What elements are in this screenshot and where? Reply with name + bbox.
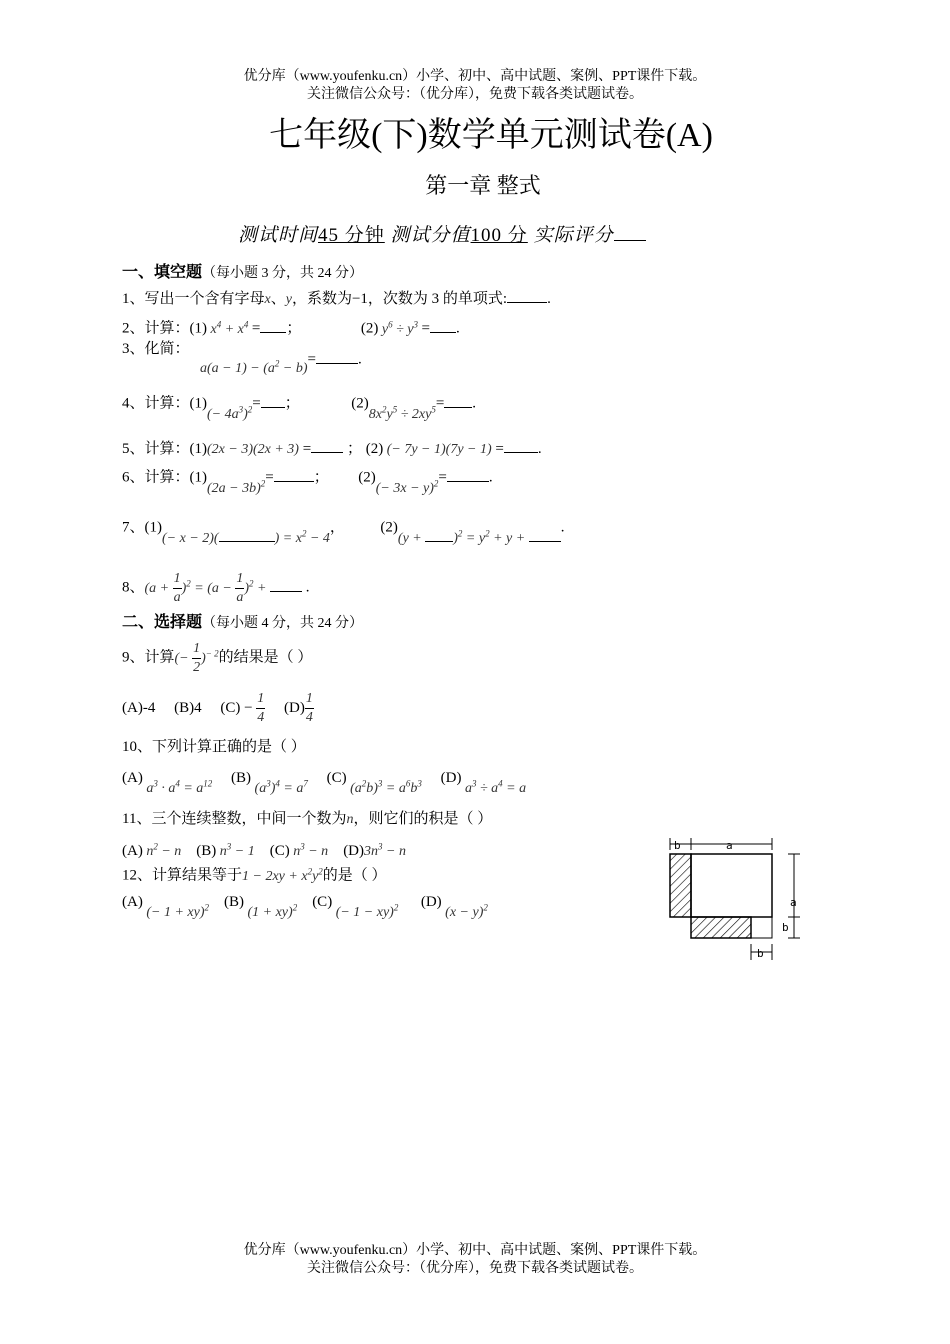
time-value: 45 分钟 — [318, 225, 385, 246]
q11-option-b[interactable]: (B) $n^3 - 1$ — [196, 841, 255, 859]
q5-expr-2: (− 7y − 1)(7y − 1) — [383, 442, 492, 457]
q6-blank-1[interactable] — [274, 467, 314, 482]
header-line-2: 关注微信公众号：（优分库），免费下载各类试题试卷。 — [307, 87, 643, 102]
q10-option-a[interactable]: (A) $a^3 \cdot a^4 = a^{12}$ — [122, 769, 213, 796]
question-3 — [122, 340, 190, 358]
q4-expr-2: $8x^2y^5 \div 2xy^5$ — [368, 404, 436, 422]
question-7: 7、(1)(− x − 2)( ) = $x^2 - 4$， $(2)(y + )^2 = y^2 + y$ + . — [122, 519, 565, 546]
q10-options — [122, 764, 527, 796]
footer-line-2: 关注微信公众号：（优分库），免费下载各类试题试卷。 — [307, 1261, 643, 1276]
q12-option-b-label: (B) — [223, 893, 244, 910]
question-4: 4、计算：$(1)(- 4a^3)^2=$ ； $(2)8x^2y^5 \div 2xy^5=$ . — [122, 390, 476, 414]
q8-prefix: 8、 — [122, 579, 145, 596]
actual-score-blank[interactable] — [614, 226, 646, 241]
q6-blank-2[interactable] — [447, 467, 489, 482]
q12-option-c[interactable]: (C) (− 1 − xy)$^2$ — [312, 893, 399, 920]
question-6: 6、计算：$(1)(2a - 3b)^2=$ ； $(2)(- 3x - y)^2=$ . — [122, 464, 493, 488]
question-10: 10、下列计算正确的是（ ） — [122, 739, 306, 755]
q7-blank-1[interactable] — [219, 527, 275, 542]
q11-option-a-label: (A) — [122, 842, 143, 859]
q12-option-a[interactable]: (A) (− 1 + xy)$^2$ — [122, 893, 209, 920]
q3-expression: $a(a - 1) - (a^2 - b)=$ . — [200, 346, 362, 370]
q9-suffix: 的结果是（ ） — [218, 649, 313, 666]
q7-prefix: 7、(1) — [122, 519, 162, 536]
q2-blank-1[interactable] — [260, 318, 286, 333]
q11-option-c-label: (C) — [269, 842, 290, 859]
score-value: 100 分 — [470, 225, 528, 246]
q2-expr-2: $y^6 \div y^3$ — [378, 319, 418, 337]
q2-expr-1: $x^4 + x^4$ — [207, 319, 249, 337]
q2-part2: (2) — [360, 320, 379, 337]
q11-suffix: ，则它们的积是（ ） — [353, 811, 493, 827]
q1-end: . — [547, 291, 551, 307]
page-title: 七年级(下)数学单元测试卷(A) — [269, 117, 713, 154]
q3-prefix: 3、化简： — [122, 341, 190, 357]
q6-part2: (2) — [358, 469, 376, 486]
question-9 — [122, 640, 312, 677]
q4-expr-1: (− $4a^3)^2$ — [207, 404, 253, 422]
q10-option-c[interactable]: (C) $(a^2b)^3 = a^6b^3$ — [326, 769, 422, 796]
label-b-top: b — [674, 839, 681, 852]
q12-options — [122, 888, 488, 920]
q12-option-b[interactable]: (B) (1 + xy)$^2$ — [223, 893, 298, 920]
q9-option-b[interactable]: (B)4 — [174, 699, 202, 716]
q10-option-c-label: (C) — [326, 769, 347, 786]
q10-option-b[interactable]: (B) $(a^3)^4 = a^7$ — [231, 769, 308, 796]
q5-expr-1: (2x − 3)(2x + 3) — [207, 442, 299, 457]
q3-blank[interactable] — [316, 349, 358, 364]
score-label: 测试分值 — [390, 225, 471, 246]
q12-option-d[interactable]: (D) $(x - y)^2$ — [420, 893, 488, 920]
q9-option-d-label: (D) — [284, 699, 305, 716]
q12-option-c-label: (C) — [312, 893, 333, 910]
q5-blank-2[interactable] — [504, 438, 538, 453]
label-b-right: b — [782, 921, 789, 934]
q9-option-c[interactable]: (C) − $\frac{1}{4}$ — [220, 691, 265, 725]
q11-option-d[interactable]: $(D)3n^3 - n$ — [343, 841, 406, 859]
q12-prefix: 12、计算结果等于 — [122, 867, 243, 884]
q12-option-a-label: (A) — [122, 893, 143, 910]
q11-n: n — [346, 812, 354, 827]
q9-option-d[interactable]: (D) $\frac{1}{4}$ — [284, 691, 313, 725]
geometry-figure — [660, 828, 810, 968]
q9-prefix: 9、计算 — [122, 649, 175, 666]
q4-blank-1[interactable] — [261, 393, 285, 408]
q2-blank-2[interactable] — [430, 318, 456, 333]
q10-option-b-label: (B) — [231, 769, 252, 786]
q10-option-a-label: (A) — [122, 769, 143, 786]
q7-part2: (2) — [380, 519, 398, 536]
q9-option-a[interactable]: (A)-4 — [122, 699, 156, 716]
actual-label: 实际评分 — [533, 225, 614, 246]
label-b-bottom: b — [757, 947, 764, 960]
q11-option-a[interactable]: (A) $n^2 - n$ — [122, 841, 182, 859]
q2-prefix: 2、计算：(1) — [122, 320, 207, 337]
q1-y: y — [285, 292, 292, 307]
q11-option-b-label: (B) — [196, 842, 217, 859]
q1-suffix: ，系数为−1，次数为 3 的单项式: — [291, 291, 508, 307]
q9-options — [122, 690, 314, 727]
q5-blank-1[interactable] — [311, 438, 343, 453]
q5-part2: (2) — [365, 441, 384, 457]
question-8: 8、(a + $\frac{1}{a}$ )$^2$ = (a − $\frac{1}{a}$ )$^2$ + . — [122, 571, 310, 605]
q4-prefix: 4、计算：(1) — [122, 395, 207, 412]
question-5: 5、计算：(1)(2x − 3)(2x + 3) = ； (2) (− 7y − 1)(7y − 1) = . — [122, 438, 542, 459]
section-1-title: 一、填空题 — [122, 264, 203, 281]
q10-option-d[interactable]: (D) $a^3 \div a^4 = a$ — [440, 769, 527, 796]
q12-option-d-label: (D) — [420, 893, 442, 910]
q11-prefix: 11、三个连续整数，中间一个数为 — [122, 811, 347, 827]
q4-part2: (2) — [351, 395, 369, 412]
q8-blank[interactable] — [270, 577, 302, 592]
q9-option-c-label: (C) — [220, 699, 241, 716]
q10-option-d-label: (D) — [440, 769, 462, 786]
section-1-heading — [122, 264, 363, 283]
question-12 — [122, 862, 387, 886]
question-11 — [122, 810, 492, 829]
section-2-title: 二、选择题 — [122, 614, 203, 631]
q12-suffix: 的是（ ） — [322, 867, 387, 884]
footer-line-1: 优分库（www.youfenku.cn）小学、初中、高中试题、案例、PPT课件下载。 — [243, 1243, 707, 1258]
q7-expr-2: $(y + )^2 = y^2 + y$ + — [398, 531, 561, 546]
square-a — [691, 854, 772, 917]
q6-expr-1: $(2a - 3b)^2$ — [207, 478, 266, 496]
q1-x: x — [264, 292, 271, 307]
q5-prefix: 5、计算：(1) — [122, 441, 207, 457]
q7-blank-2[interactable] — [425, 527, 453, 542]
header-line-1: 优分库（www.youfenku.cn）小学、初中、高中试题、案例、PPT课件下载。 — [243, 69, 707, 84]
section-2-note: （每小题 4 分，共 24 分） — [202, 616, 364, 631]
q8-expr: (a + $\frac{1}{a}$ )$^2$ = (a − $\frac{1}{a}$ )$^2$ + — [145, 581, 302, 596]
q7-expr-1: (− x − 2)( ) = $x^2 - 4$ — [162, 528, 330, 546]
q1-answer-blank[interactable] — [507, 288, 547, 303]
question-2: 2、计算：(1) $x^4 + x^4$ = ； (2) $y^6 \div y^3$ = . — [122, 319, 460, 337]
section-1-note: （每小题 3 分，共 24 分） — [202, 266, 364, 281]
q6-prefix: 6、计算：(1) — [122, 469, 207, 486]
time-label: 测试时间 — [238, 225, 319, 246]
q12-expr: $1 - 2xy + x^2y^2$ — [242, 866, 323, 884]
corner-square — [751, 917, 772, 938]
left-strip — [670, 854, 691, 917]
chapter-title: 第一章 整式 — [425, 173, 541, 198]
label-a-right: a — [790, 896, 797, 909]
q1-sep: 、 — [270, 291, 286, 307]
q7-blank-3[interactable] — [529, 527, 561, 542]
test-meta — [238, 226, 646, 245]
q11-options — [122, 837, 406, 861]
q6-expr-2: (− 3x − y)$^2$ — [375, 478, 439, 496]
q11-option-d-label: (D) — [343, 842, 365, 859]
bottom-strip — [691, 917, 751, 938]
q9-expr: (− $\frac{1}{2}$ )$^{- 2}$ — [174, 641, 219, 675]
q4-blank-2[interactable] — [444, 393, 472, 408]
q1-prefix: 1、写出一个含有字母 — [122, 291, 265, 307]
label-a-top: a — [726, 839, 733, 852]
section-2-heading — [122, 614, 363, 633]
q11-option-c[interactable]: (C) $n^3 - n$ — [269, 841, 329, 859]
question-1 — [122, 288, 551, 309]
